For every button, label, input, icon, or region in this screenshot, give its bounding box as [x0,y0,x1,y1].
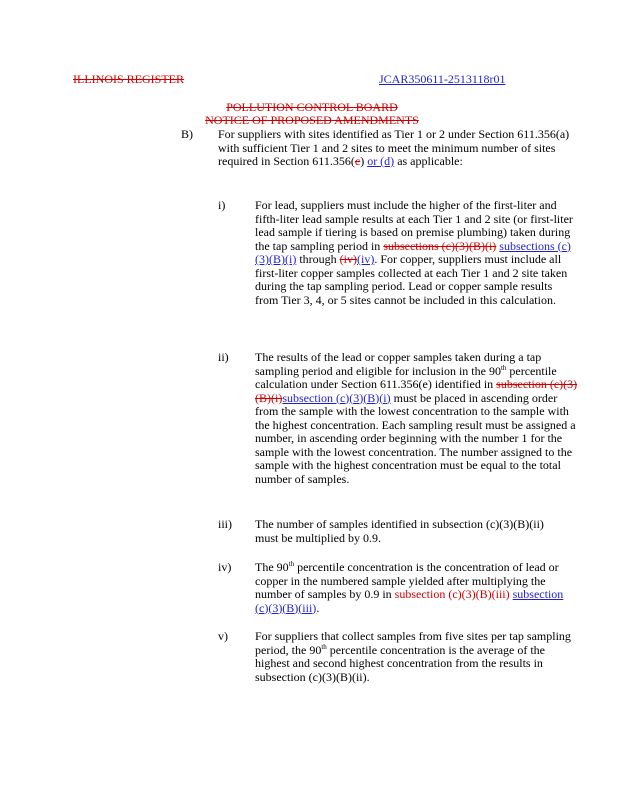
item-iv-text: The 90th percentile concentration is the concentration of lead or copper in the numbered sample yielded after multiplying the number of samples by 0.9 in subsection (c)(3)(B)(iii) subsection (c)(3)(B)(iii). [255,560,564,615]
notice-title: NOTICE OF PROPOSED AMENDMENTS [205,113,419,127]
document-code: JCAR350611-2513118r01 [379,72,506,86]
section-b-text: For suppliers with sites identified as Tier 1 or 2 under Section 611.356(a) with sufficient Tier 1 and 2 sites to meet the minimum number of sites required in Section 611.356(c) or (d) as applicable: [218,127,570,168]
item-v-label: v) [218,629,228,643]
deleted-text: subsection (c)(3)(B)(i) [255,377,578,405]
inserted-text: or (d) [367,154,395,168]
deleted-text: subsection (c)(3)(B)(iii) [394,587,510,601]
item-iii-text: The number of samples identified in subsection (c)(3)(B)(ii) must be multiplied by 0.9. [255,517,544,545]
inserted-text: subsections (c)(3)(B)(i) [255,238,571,266]
item-ii-text: The results of the lead or copper samples taken during a tap sampling period and eligible for inclusion in the 90th percentile calculation under Section 611.356(e) identified in subsection (c)(3)(B)(i)subsection (c)(3)(B)(i) must be placed in ascending order from the sample with the lowest concentration to the sample with the highest concentration. Each sampling result must be assigned a number, in ascending order beginning with the number 1 for the sample with the lowest concentration. The number assigned to the sample with the highest concentration must be equal to the total number of samples. [255,350,578,486]
item-v-text: For suppliers that collect samples from five sites per tap sampling period, the 90th percentile concentration is the average of the highest and second highest concentration from the results in subsection (c)(3)(B)(ii). [255,629,571,684]
deleted-text: c [354,154,361,168]
item-i-text: For lead, suppliers must include the higher of the first-liter and fifth-liter lead sample results at each Tier 1 and 2 site (or first-liter lead sample if tiering is based on premise plumbing) taken during the tap sampling period in subsections (c)(3)(B)(i) subsections (c)(3)(B)(i) through (iv)(iv). For copper, suppliers must include all first-liter copper samples collected at each Tier 1 and 2 site taken during the tap sampling period. Lead or copper sample results from Tier 3, 4, or 5 sites cannot be included in this calculation. [255,198,573,307]
inserted-text: subsection (c)(3)(B)(iii) [255,587,564,615]
inserted-text: subsection (c)(3)(B)(i) [282,390,391,405]
inserted-text: (iv) [357,252,375,266]
board-name: POLLUTION CONTROL BOARD [226,100,398,114]
item-iii-label: iii) [218,517,232,531]
item-i-label: i) [218,198,226,212]
item-ii-label: ii) [218,350,229,364]
section-b-label: B) [181,127,193,141]
deleted-text: (iv) [339,252,357,266]
register-header: ILLINOIS REGISTER [73,72,184,86]
item-iv-label: iv) [218,560,232,574]
deleted-text: subsections (c)(3)(B)(i) [383,238,497,253]
